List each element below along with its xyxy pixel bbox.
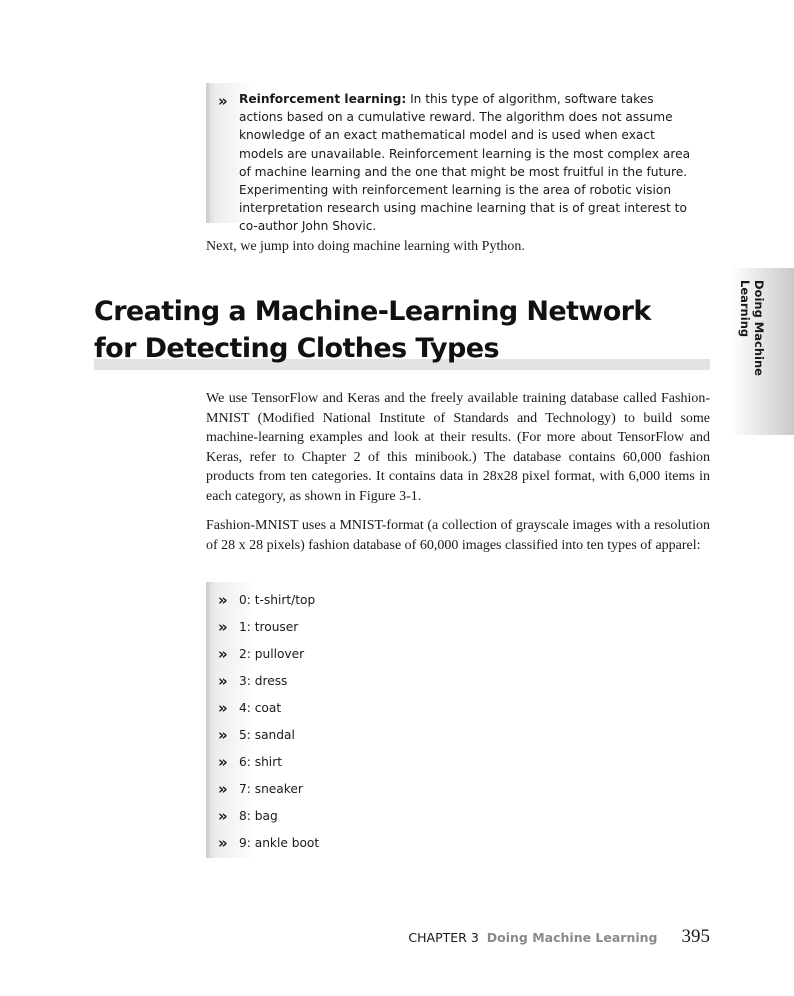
bullet-chevron-icon: » [218,672,225,690]
list-item [209,617,689,637]
bullet-chevron-icon: » [218,92,225,110]
transition-sentence: Next, we jump into doing machine learning with Python. [206,239,525,254]
list-item-label: 1: trouser [239,620,299,634]
page-number: 395 [681,926,710,947]
side-tab-label: Doing Machine Learning [738,280,766,376]
intro-paragraph: We use TensorFlow and Keras and the freely available training database called Fashion-MNIST (Modified National Institute of Standards and Technology) to build some machine-learning examples and look at their results. (For more about TensorFlow and Keras, refer to Chapter 2 of this minibook.) The database contains 60,000 fashion products from ten categories. It contains data in 28x28 pixel format, with 6,000 items in each category, as shown in Figure 3-1. [206,391,710,504]
list-item [209,644,689,664]
list-item-label: 6: shirt [239,755,282,769]
list-item-label: 9: ankle boot [239,836,320,850]
reinforcement-bullet-block [206,83,710,234]
list-item-label: 8: bag [239,809,278,823]
section-heading: Creating a Machine-Learning Network for Detecting Clothes Types [94,296,651,364]
list-item [209,698,689,718]
list-item [209,833,689,853]
list-item [209,752,689,772]
bullet-chevron-icon: » [218,780,225,798]
list-item-label: 4: coat [239,701,282,715]
list-item-label: 2: pullover [239,647,305,661]
bullet-chevron-icon: » [218,726,225,744]
list-item-label: 5: sandal [239,728,295,742]
list-item [209,725,689,745]
page-footer [380,926,710,952]
bullet-chevron-icon: » [218,753,225,771]
bullet-chevron-icon: » [218,618,225,636]
apparel-type-list [206,582,710,858]
list-item [209,590,689,610]
list-item-label: 7: sneaker [239,782,303,796]
bullet-chevron-icon: » [218,699,225,717]
reinforcement-paragraph [239,90,693,236]
list-item [209,671,689,691]
reinforcement-text: In this type of algorithm, software takes actions based on a cumulative reward. The algorithm does not assume knowledge of an exact mathematical model and is used when exact models are unavailable. Reinforcement learning is the most complex area of machine learning and the one that might be most fruitful in the future. Experimenting with reinforcement learning is the area of robotic vision interpretation research using machine learning that is of great interest to co-author John Shovic. [239,92,691,234]
list-item [209,779,689,799]
list-item-label: 3: dress [239,674,288,688]
list-item-label: 0: t-shirt/top [239,593,316,607]
reinforcement-term: Reinforcement learning: [239,92,407,106]
bullet-chevron-icon: » [218,591,225,609]
bullet-chevron-icon: » [218,645,225,663]
bullet-chevron-icon: » [218,834,225,852]
list-item [209,806,689,826]
section-side-tab [730,268,794,435]
footer-chapter-label: CHAPTER 3 [408,930,479,945]
footer-chapter-title: Doing Machine Learning [486,930,658,945]
fashion-mnist-paragraph: Fashion-MNIST uses a MNIST-format (a collection of grayscale images with a resolution of 28 x 28 pixels) fashion database of 60,000 images classified into ten types of apparel: [206,518,710,553]
bullet-chevron-icon: » [218,807,225,825]
